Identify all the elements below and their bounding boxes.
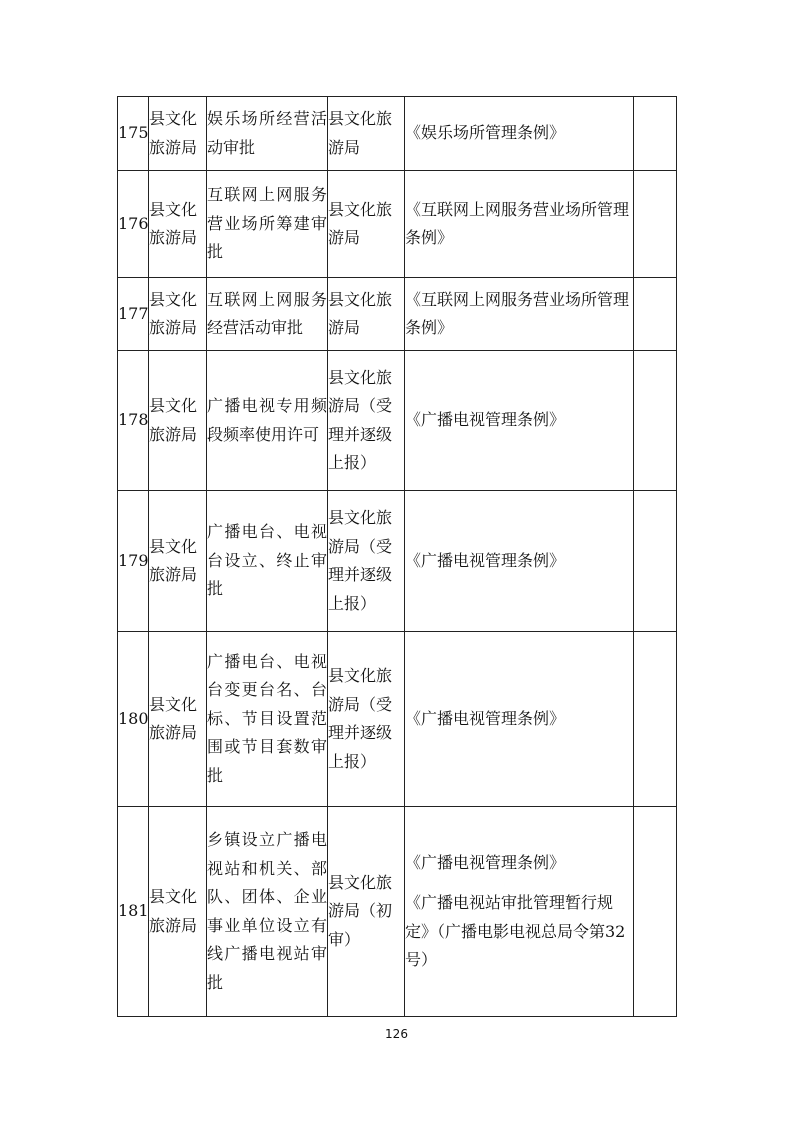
remarks-cell [634, 351, 677, 491]
legal-basis-cell [405, 351, 634, 491]
legal-basis-cell [405, 278, 634, 351]
table-row [118, 278, 677, 351]
legal-basis-cell [405, 491, 634, 632]
approval-item-cell: 互联网上网服务经营活动审批 [207, 278, 328, 351]
legal-basis-cell [405, 171, 634, 278]
implementing-org-cell: 县文化旅游局（受理并逐级上报） [328, 632, 405, 807]
row-number-cell: 177 [118, 278, 149, 351]
table-row [118, 97, 677, 171]
page-number: 126 [385, 1027, 408, 1041]
legal-basis-text: 《广播电视管理条例》 [405, 550, 566, 570]
department-cell: 县文化旅游局 [149, 171, 207, 278]
legal-basis-text: 《广播电视站审批管理暂行规定》（广播电影电视总局令第32号） [405, 893, 626, 969]
table-row [118, 491, 677, 632]
legal-basis-text: 《广播电视管理条例》 [405, 410, 566, 430]
legal-basis-text: 《广播电视管理条例》 [405, 708, 566, 728]
department-cell: 县文化旅游局 [149, 351, 207, 491]
approval-items-table [117, 96, 677, 1017]
implementing-org-cell: 县文化旅游局（受理并逐级上报） [328, 491, 405, 632]
approval-item-cell: 广播电台、电视台变更台名、台标、节目设置范围或节目套数审批 [207, 632, 328, 807]
remarks-cell [634, 807, 677, 1017]
implementing-org-cell: 县文化旅游局（初审） [328, 807, 405, 1017]
department-cell: 县文化旅游局 [149, 807, 207, 1017]
department-cell: 县文化旅游局 [149, 97, 207, 171]
implementing-org-cell: 县文化旅游局（受理并逐级上报） [328, 351, 405, 491]
department-cell: 县文化旅游局 [149, 278, 207, 351]
table-row [118, 171, 677, 278]
legal-basis-cell [405, 807, 634, 1017]
legal-basis-text: 《广播电视管理条例》 [405, 852, 566, 872]
remarks-cell [634, 171, 677, 278]
approval-item-cell: 互联网上网服务营业场所筹建审批 [207, 171, 328, 278]
remarks-cell [634, 97, 677, 171]
legal-basis-text: 《互联网上网服务营业场所管理条例》 [405, 289, 630, 337]
remarks-cell [634, 278, 677, 351]
approval-item-cell: 乡镇设立广播电视站和机关、部队、团体、企业事业单位设立有线广播电视站审批 [207, 807, 328, 1017]
approval-item-cell: 广播电台、电视台设立、终止审批 [207, 491, 328, 632]
row-number-cell: 176 [118, 171, 149, 278]
legal-basis-spacer [405, 877, 633, 889]
legal-basis-text: 《娱乐场所管理条例》 [405, 123, 566, 143]
remarks-cell [634, 491, 677, 632]
remarks-cell [634, 632, 677, 807]
table-body [118, 97, 677, 1017]
row-number-cell: 181 [118, 807, 149, 1017]
legal-basis-cell [405, 632, 634, 807]
row-number-cell: 175 [118, 97, 149, 171]
implementing-org-cell: 县文化旅游局 [328, 97, 405, 171]
department-cell: 县文化旅游局 [149, 491, 207, 632]
row-number-cell: 180 [118, 632, 149, 807]
table-row [118, 632, 677, 807]
department-cell: 县文化旅游局 [149, 632, 207, 807]
approval-item-cell: 广播电视专用频段频率使用许可 [207, 351, 328, 491]
implementing-org-cell: 县文化旅游局 [328, 278, 405, 351]
legal-basis-text: 《互联网上网服务营业场所管理条例》 [405, 199, 630, 247]
table-row [118, 351, 677, 491]
row-number-cell: 179 [118, 491, 149, 632]
implementing-org-cell: 县文化旅游局 [328, 171, 405, 278]
legal-basis-cell [405, 97, 634, 171]
table-row [118, 807, 677, 1017]
approval-item-cell: 娱乐场所经营活动审批 [207, 97, 328, 171]
row-number-cell: 178 [118, 351, 149, 491]
